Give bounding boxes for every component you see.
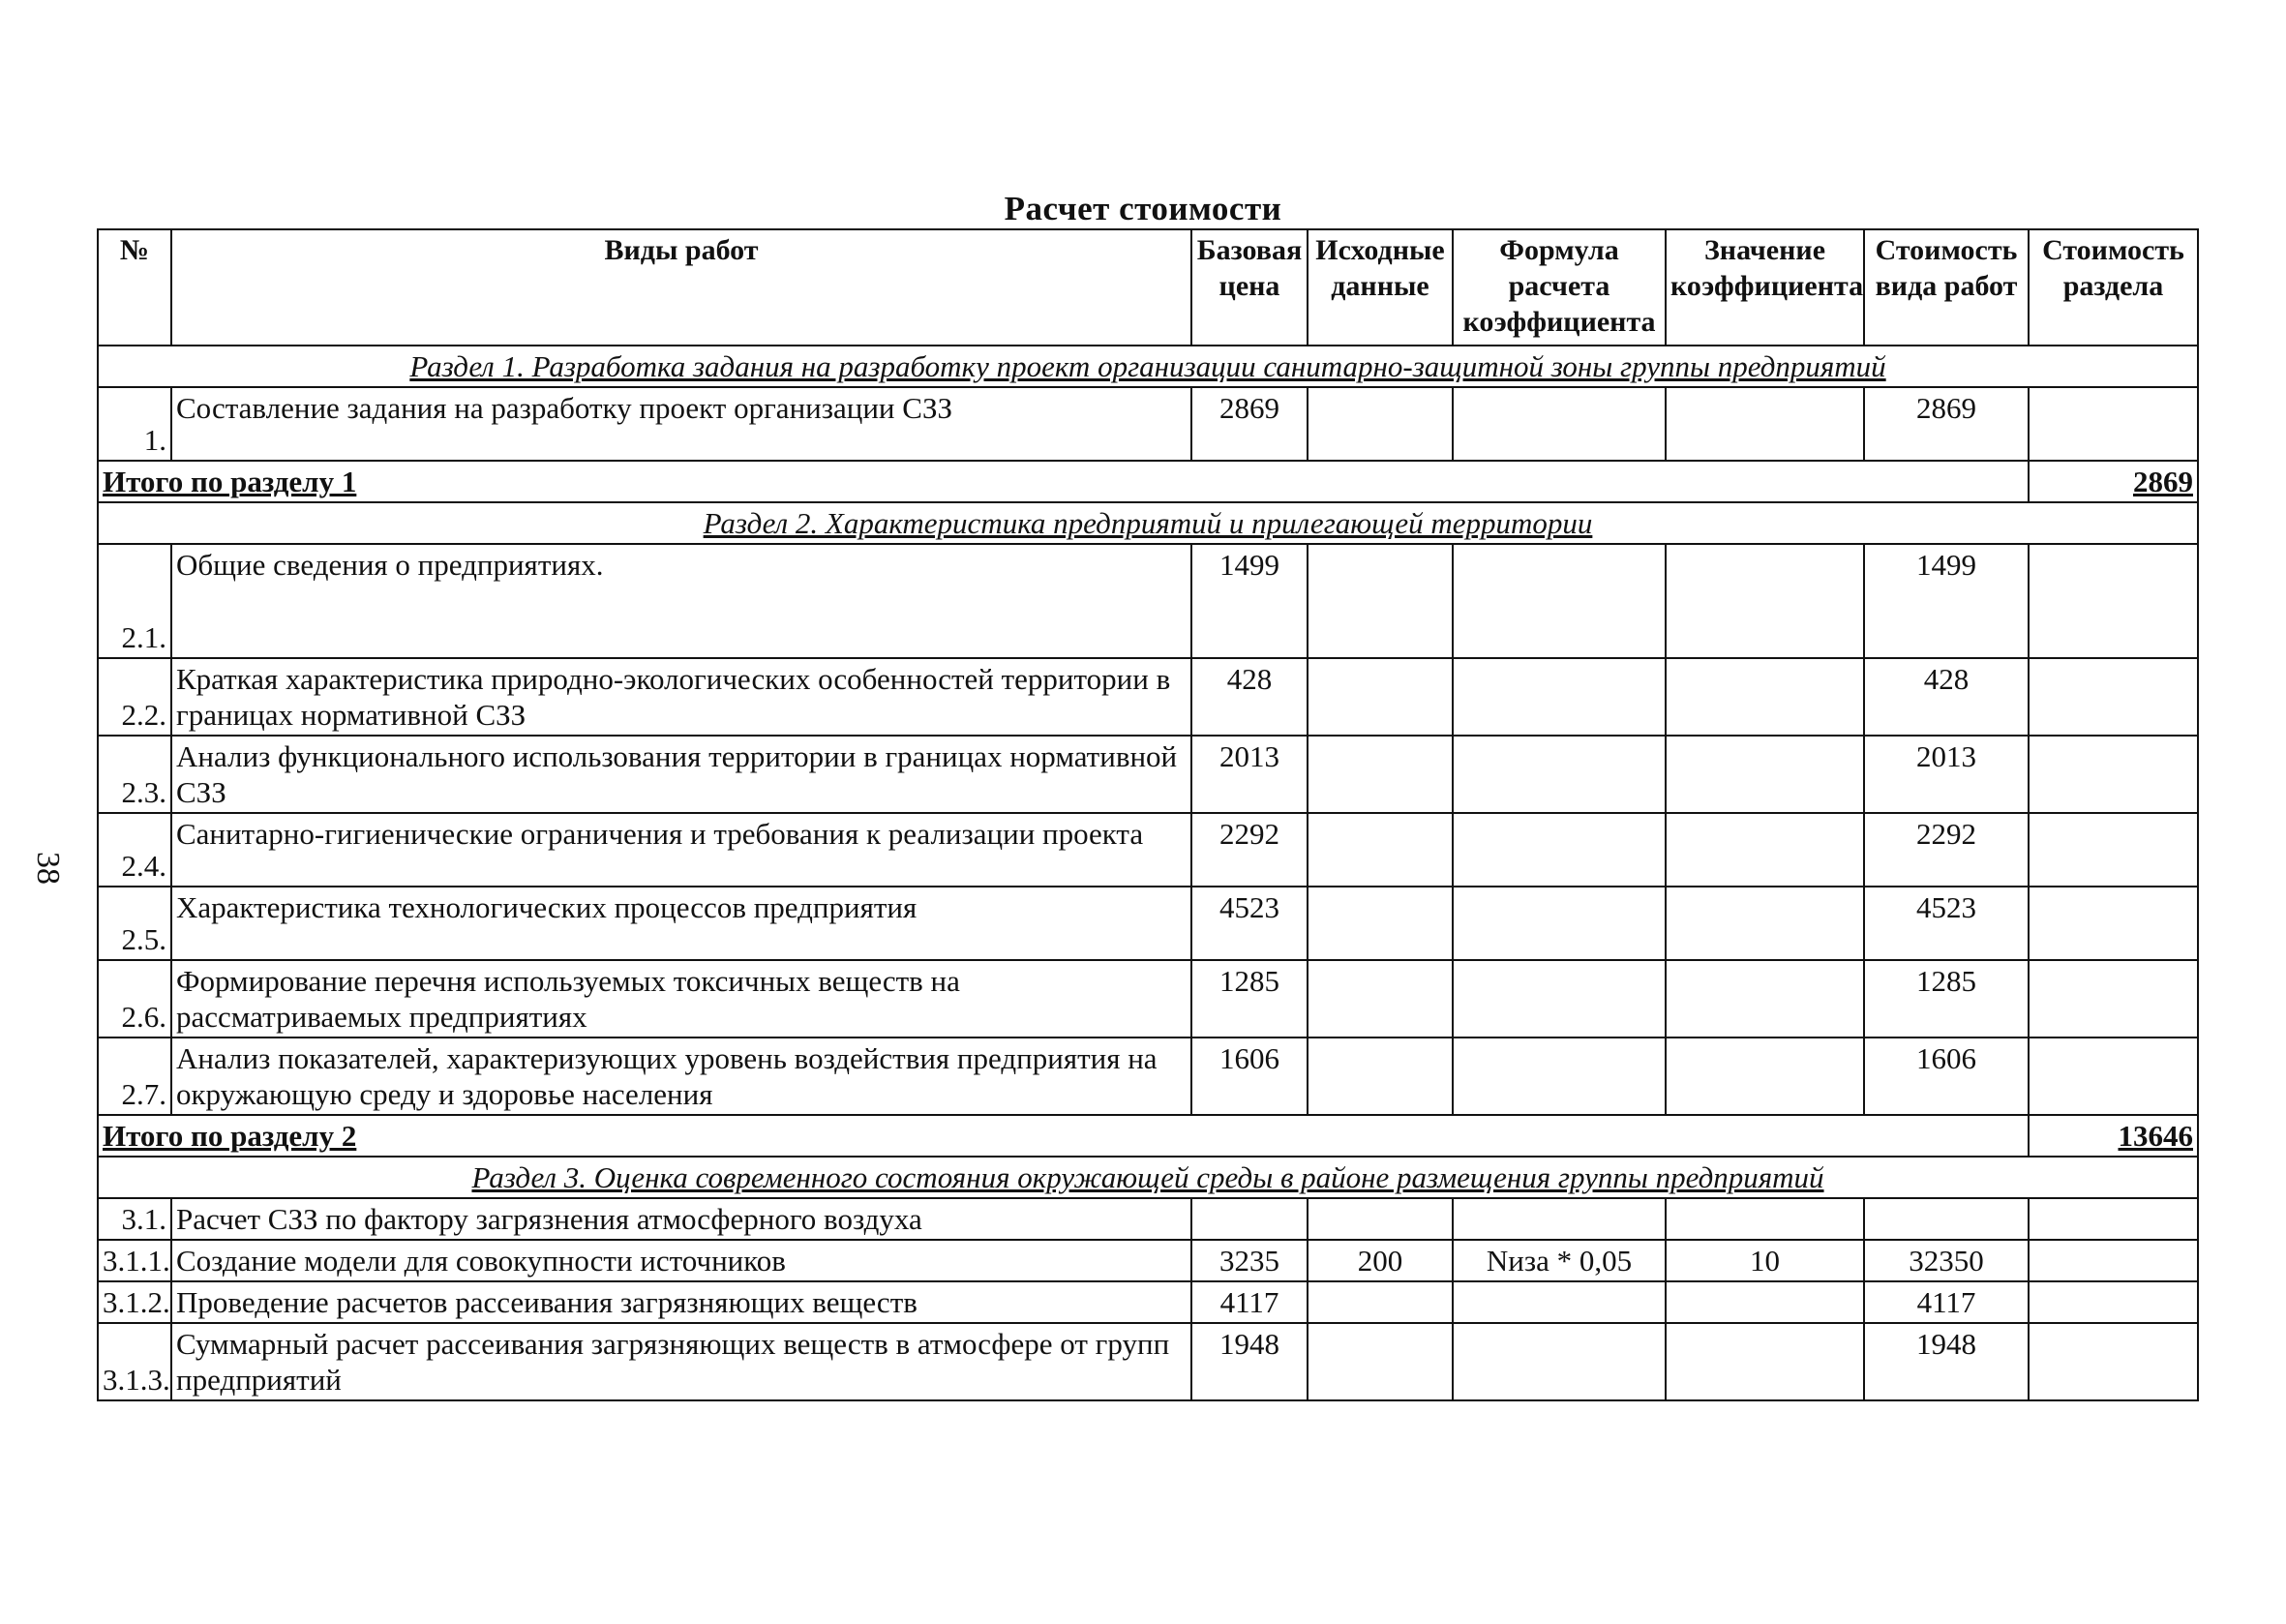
row-work-type: Суммарный расчет рассеивания загрязняющих веществ в атмосфере от групп предприятий xyxy=(171,1323,1191,1400)
row-number: 2.5. xyxy=(98,887,171,960)
table-row xyxy=(98,1038,2198,1115)
row-coefficient xyxy=(1666,736,1864,813)
header-cost: Стоимость вида работ xyxy=(1864,229,2029,346)
section-total-label: Итого по разделу 2 xyxy=(98,1115,2029,1157)
row-coefficient xyxy=(1666,813,1864,887)
row-work-type: Краткая характеристика природно-экологических особенностей территории в границах нормативной СЗЗ xyxy=(171,658,1191,736)
row-source-data xyxy=(1308,1198,1453,1240)
table-row xyxy=(98,813,2198,887)
row-formula xyxy=(1453,736,1666,813)
row-coefficient xyxy=(1666,387,1864,461)
table-row xyxy=(98,544,2198,658)
row-work-type: Анализ функционального использования территории в границах нормативной СЗЗ xyxy=(171,736,1191,813)
row-work-type: Расчет СЗЗ по фактору загрязнения атмосферного воздуха xyxy=(171,1198,1191,1240)
row-work-type: Санитарно-гигиенические ограничения и требования к реализации проекта xyxy=(171,813,1191,887)
row-coefficient xyxy=(1666,887,1864,960)
table-row xyxy=(98,1281,2198,1323)
row-work-type: Анализ показателей, характеризующих уровень воздействия предприятия на окружающую среду и здоровье населения xyxy=(171,1038,1191,1115)
row-number: 2.7. xyxy=(98,1038,171,1115)
header-work: Виды работ xyxy=(171,229,1191,346)
row-formula xyxy=(1453,544,1666,658)
row-work-cost: 1606 xyxy=(1864,1038,2029,1115)
row-base-price: 1948 xyxy=(1191,1323,1308,1400)
row-formula xyxy=(1453,387,1666,461)
row-number: 2.6. xyxy=(98,960,171,1038)
row-coefficient xyxy=(1666,544,1864,658)
row-section-cost xyxy=(2029,736,2198,813)
row-work-type: Общие сведения о предприятиях. xyxy=(171,544,1191,658)
header-row xyxy=(98,229,2198,346)
row-number: 1. xyxy=(98,387,171,461)
row-work-cost: 1499 xyxy=(1864,544,2029,658)
row-base-price: 2869 xyxy=(1191,387,1308,461)
row-source-data xyxy=(1308,887,1453,960)
row-coefficient xyxy=(1666,1323,1864,1400)
row-coefficient xyxy=(1666,658,1864,736)
row-section-cost xyxy=(2029,1198,2198,1240)
table-row xyxy=(98,960,2198,1038)
row-formula xyxy=(1453,1198,1666,1240)
row-section-cost xyxy=(2029,544,2198,658)
row-work-cost: 1285 xyxy=(1864,960,2029,1038)
row-base-price xyxy=(1191,1198,1308,1240)
section-total-value: 13646 xyxy=(2029,1115,2198,1157)
row-base-price: 428 xyxy=(1191,658,1308,736)
row-source-data xyxy=(1308,1281,1453,1323)
row-source-data xyxy=(1308,813,1453,887)
row-coefficient xyxy=(1666,960,1864,1038)
row-work-cost: 2292 xyxy=(1864,813,2029,887)
row-source-data: 200 xyxy=(1308,1240,1453,1281)
row-number: 2.2. xyxy=(98,658,171,736)
row-work-type: Формирование перечня используемых токсичных веществ на рассматриваемых предприятиях xyxy=(171,960,1191,1038)
table-row xyxy=(98,1198,2198,1240)
row-base-price: 1606 xyxy=(1191,1038,1308,1115)
row-base-price: 2013 xyxy=(1191,736,1308,813)
row-source-data xyxy=(1308,1323,1453,1400)
row-number: 3.1.2. xyxy=(98,1281,171,1323)
row-formula xyxy=(1453,887,1666,960)
table-row xyxy=(98,736,2198,813)
section-header-row xyxy=(98,502,2198,544)
header-formula: Формула расчета коэффициента xyxy=(1453,229,1666,346)
row-formula xyxy=(1453,1323,1666,1400)
row-section-cost xyxy=(2029,960,2198,1038)
row-base-price: 4117 xyxy=(1191,1281,1308,1323)
section-total-value: 2869 xyxy=(2029,461,2198,502)
row-source-data xyxy=(1308,736,1453,813)
row-formula xyxy=(1453,658,1666,736)
header-coef: Значение коэффициента xyxy=(1666,229,1864,346)
row-source-data xyxy=(1308,387,1453,461)
row-work-cost xyxy=(1864,1198,2029,1240)
table-row xyxy=(98,1240,2198,1281)
row-base-price: 3235 xyxy=(1191,1240,1308,1281)
header-section-cost: Стоимость раздела xyxy=(2029,229,2198,346)
section-total-row xyxy=(98,461,2198,502)
section-title: Раздел 2. Характеристика предприятий и прилегающей территории xyxy=(98,502,2198,544)
row-work-cost: 2869 xyxy=(1864,387,2029,461)
table-row xyxy=(98,1323,2198,1400)
row-number: 2.4. xyxy=(98,813,171,887)
table-row xyxy=(98,387,2198,461)
row-formula xyxy=(1453,813,1666,887)
row-work-type: Создание модели для совокупности источников xyxy=(171,1240,1191,1281)
row-section-cost xyxy=(2029,1281,2198,1323)
row-section-cost xyxy=(2029,1038,2198,1115)
row-work-cost: 4523 xyxy=(1864,887,2029,960)
table-row xyxy=(98,887,2198,960)
row-coefficient xyxy=(1666,1281,1864,1323)
table-body xyxy=(98,346,2198,1400)
row-work-cost: 32350 xyxy=(1864,1240,2029,1281)
section-header-row xyxy=(98,346,2198,387)
cost-table xyxy=(97,228,2199,1401)
row-source-data xyxy=(1308,544,1453,658)
row-work-cost: 428 xyxy=(1864,658,2029,736)
row-number: 2.1. xyxy=(98,544,171,658)
table-row xyxy=(98,658,2198,736)
row-formula xyxy=(1453,1281,1666,1323)
row-section-cost xyxy=(2029,658,2198,736)
row-coefficient xyxy=(1666,1198,1864,1240)
row-coefficient: 10 xyxy=(1666,1240,1864,1281)
header-base: Базовая цена xyxy=(1191,229,1308,346)
section-header-row xyxy=(98,1157,2198,1198)
row-source-data xyxy=(1308,1038,1453,1115)
row-coefficient xyxy=(1666,1038,1864,1115)
section-title: Раздел 3. Оценка современного состояния окружающей среды в районе размещения группы предприятий xyxy=(98,1157,2198,1198)
row-section-cost xyxy=(2029,887,2198,960)
row-work-type: Составление задания на разработку проект организации СЗЗ xyxy=(171,387,1191,461)
row-work-cost: 4117 xyxy=(1864,1281,2029,1323)
row-formula xyxy=(1453,1038,1666,1115)
row-section-cost xyxy=(2029,1240,2198,1281)
row-source-data xyxy=(1308,960,1453,1038)
row-number: 3.1. xyxy=(98,1198,171,1240)
row-formula xyxy=(1453,960,1666,1038)
section-title: Раздел 1. Разработка задания на разработку проект организации санитарно-защитной зоны группы предприятий xyxy=(98,346,2198,387)
row-number: 2.3. xyxy=(98,736,171,813)
row-work-type: Проведение расчетов рассеивания загрязняющих веществ xyxy=(171,1281,1191,1323)
row-work-cost: 1948 xyxy=(1864,1323,2029,1400)
document-title: Расчет стоимости xyxy=(1004,190,1282,227)
row-base-price: 2292 xyxy=(1191,813,1308,887)
row-source-data xyxy=(1308,658,1453,736)
page-number: 38 xyxy=(30,852,66,885)
row-section-cost xyxy=(2029,1323,2198,1400)
row-section-cost xyxy=(2029,813,2198,887)
header-num: № xyxy=(98,229,171,346)
header-source: Исходные данные xyxy=(1308,229,1453,346)
row-section-cost xyxy=(2029,387,2198,461)
row-base-price: 1499 xyxy=(1191,544,1308,658)
row-work-cost: 2013 xyxy=(1864,736,2029,813)
row-formula: Nиза * 0,05 xyxy=(1453,1240,1666,1281)
section-total-row xyxy=(98,1115,2198,1157)
row-base-price: 4523 xyxy=(1191,887,1308,960)
row-number: 3.1.3. xyxy=(98,1323,171,1400)
row-work-type: Характеристика технологических процессов предприятия xyxy=(171,887,1191,960)
row-base-price: 1285 xyxy=(1191,960,1308,1038)
row-number: 3.1.1. xyxy=(98,1240,171,1281)
section-total-label: Итого по разделу 1 xyxy=(98,461,2029,502)
